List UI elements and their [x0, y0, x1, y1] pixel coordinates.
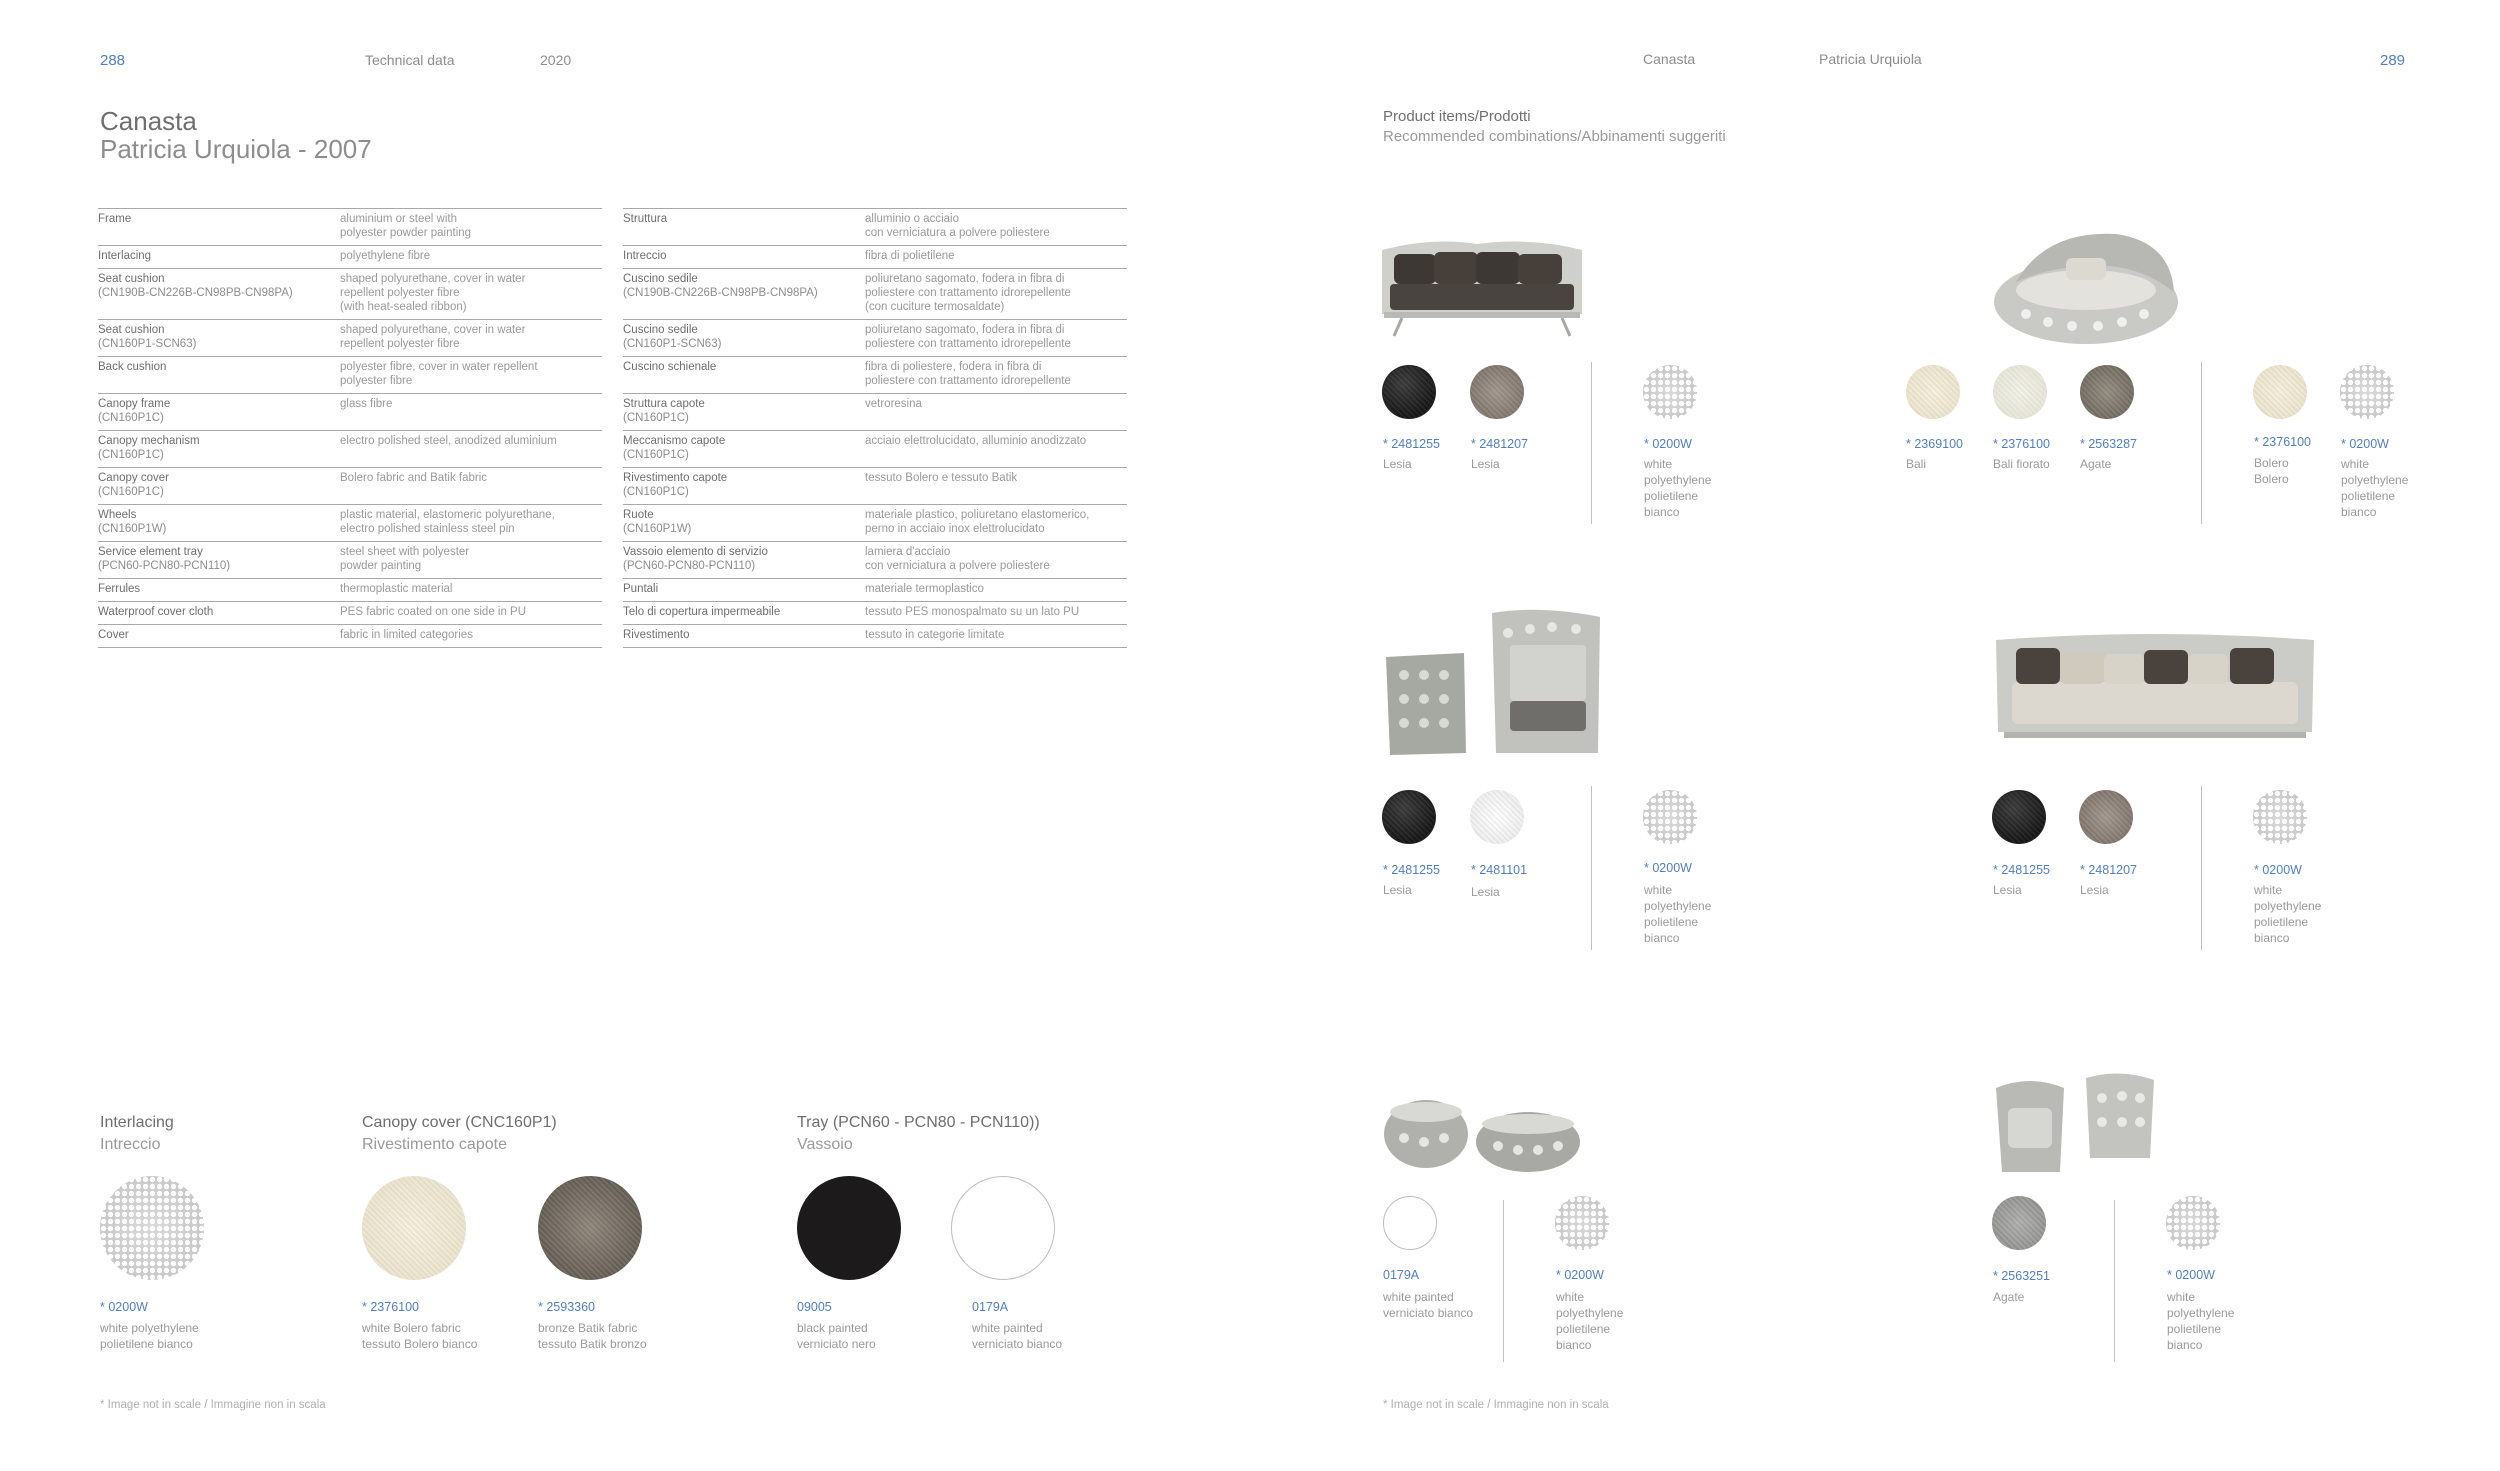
- spec-row: [623, 320, 1127, 357]
- divider: [2201, 786, 2202, 950]
- swatch-bali-fiorato: [1993, 365, 2047, 419]
- swatch-bolero-white: [362, 1176, 466, 1280]
- swatch-label: Bali fiorato: [1993, 457, 2050, 471]
- swatch-code: * 2481255: [1383, 863, 1441, 877]
- spec-row: [623, 269, 1127, 320]
- spec-value: alluminio o acciaio con verniciatura a polvere poliestere: [865, 209, 1127, 246]
- swatch-label: Agate: [1993, 1290, 2025, 1304]
- swatch-code: 0179A: [972, 1300, 1009, 1314]
- swatch-code: 0179A: [1383, 1268, 1420, 1282]
- designer-year: Patricia Urquiola - 2007: [100, 134, 372, 164]
- swatch-white-painted: [1383, 1196, 1437, 1250]
- swatch-code: * 2481207: [2080, 863, 2138, 877]
- product-image-poufs: [1378, 1090, 1588, 1180]
- divider: [1591, 362, 1592, 524]
- divider: [2114, 1200, 2115, 1362]
- spec-key: Rivestimento: [623, 625, 865, 648]
- swatch-white-polyethylene: [1643, 365, 1697, 419]
- spec-row: [623, 209, 1127, 246]
- spec-key: Canopy cover (CN160P1C): [98, 468, 340, 505]
- spec-value: shaped polyurethane, cover in water repellent polyester fibre (with heat-sealed ribbon): [340, 269, 602, 320]
- spec-key: Cuscino schienale: [623, 357, 865, 394]
- page-number-right: 289: [2380, 52, 2406, 69]
- interlacing-subheading: Intreccio: [100, 1136, 161, 1153]
- swatch-batik-bronze: [538, 1176, 642, 1280]
- swatch-label: white painted verniciato bianco: [972, 1321, 1063, 1351]
- swatch-lesia-black: [1382, 365, 1436, 419]
- swatch-lesia-white: [1470, 790, 1524, 844]
- tray-subheading: Vassoio: [797, 1136, 853, 1153]
- swatch-label: Lesia: [1471, 885, 1500, 899]
- spec-value: lamiera d'acciaio con verniciatura a polvere poliestere: [865, 542, 1127, 579]
- spec-row: [98, 394, 602, 431]
- spec-value: tessuto in categorie limitate: [865, 625, 1127, 648]
- swatch-white-polyethylene: [100, 1176, 204, 1280]
- header-year: 2020: [540, 52, 572, 68]
- footnote-right: * Image not in scale / Immagine non in scala: [1383, 1399, 1609, 1411]
- spec-value: steel sheet with polyester powder painting: [340, 542, 602, 579]
- swatch-label: white polyethylene polietilene bianco: [1644, 457, 1712, 519]
- spec-row: [98, 246, 602, 269]
- swatch-label: white polyethylene polietilene bianco: [2167, 1290, 2235, 1352]
- swatch-label: white polyethylene polietilene bianco: [1644, 883, 1712, 945]
- swatch-lesia-taupe: [2079, 790, 2133, 844]
- spec-row: [98, 431, 602, 468]
- spec-value: plastic material, elastomeric polyurethane, electro polished stainless steel pin: [340, 505, 602, 542]
- spec-row: [98, 579, 602, 602]
- product-image-small-armchairs: [1990, 1068, 2160, 1178]
- swatch-label: white polyethylene polietilene bianco: [2254, 883, 2322, 945]
- swatch-code: * 2369100: [1906, 437, 1964, 451]
- swatch-label: Lesia: [2080, 883, 2109, 897]
- spec-value: acciaio elettrolucidato, alluminio anodizzato: [865, 431, 1127, 468]
- spec-key: Cover: [98, 625, 340, 648]
- swatch-bolero: [2253, 365, 2307, 419]
- spec-value: fabric in limited categories: [340, 625, 602, 648]
- spec-key: Vassoio elemento di servizio (PCN60-PCN80-PCN110): [623, 542, 865, 579]
- swatch-label: white painted verniciato bianco: [1383, 1290, 1474, 1320]
- swatch-code: * 2593360: [538, 1300, 596, 1314]
- swatch-black-painted: [797, 1176, 901, 1280]
- spec-key: Interlacing: [98, 246, 340, 269]
- spec-row: [98, 468, 602, 505]
- recommended-combinations-subtitle: Recommended combinations/Abbinamenti suggeriti: [1383, 128, 1726, 145]
- spec-key: Intreccio: [623, 246, 865, 269]
- product-items-title: Product items/Prodotti: [1383, 108, 1531, 125]
- divider: [1503, 1200, 1504, 1362]
- swatch-agate-grey: [1992, 1196, 2046, 1250]
- spec-key: Cuscino sedile (CN160P1-SCN63): [623, 320, 865, 357]
- spec-row: [623, 625, 1127, 648]
- header-collection: Canasta: [1643, 51, 1696, 67]
- spec-row: [98, 542, 602, 579]
- tray-heading: Tray (PCN60 - PCN80 - PCN110)): [797, 1114, 1040, 1131]
- spec-value: electro polished steel, anodized aluminium: [340, 431, 602, 468]
- spec-value: PES fabric coated on one side in PU: [340, 602, 602, 625]
- swatch-lesia-taupe: [1470, 365, 1524, 419]
- spec-row: [623, 542, 1127, 579]
- swatch-label: white Bolero fabric tessuto Bolero bianco: [362, 1321, 478, 1351]
- swatch-code: * 2481255: [1993, 863, 2051, 877]
- spec-value: tessuto PES monospalmato su un lato PU: [865, 602, 1127, 625]
- swatch-white-polyethylene: [2340, 365, 2394, 419]
- spec-value: fibra di polietilene: [865, 246, 1127, 269]
- swatch-code: * 2563287: [2080, 437, 2138, 451]
- spec-table-en: [98, 208, 602, 648]
- header-designer: Patricia Urquiola: [1819, 51, 1922, 67]
- swatch-white-polyethylene: [2253, 790, 2307, 844]
- spec-value: tessuto Bolero e tessuto Batik: [865, 468, 1127, 505]
- swatch-agate: [2080, 365, 2134, 419]
- spec-row: [98, 209, 602, 246]
- spec-key: Ferrules: [98, 579, 340, 602]
- swatch-label: Lesia: [1383, 457, 1412, 471]
- swatch-label: Lesia: [1471, 457, 1500, 471]
- swatch-code: * 0200W: [2341, 437, 2389, 451]
- spec-key: Ruote (CN160P1W): [623, 505, 865, 542]
- interlacing-heading: Interlacing: [100, 1114, 174, 1131]
- swatch-code: * 2481207: [1471, 437, 1529, 451]
- product-image-daybed-round: [1986, 222, 2186, 352]
- canopy-heading: Canopy cover (CNC160P1): [362, 1114, 557, 1131]
- swatch-code: * 2481255: [1383, 437, 1441, 451]
- spec-value: poliuretano sagomato, fodera in fibra di poliestere con trattamento idrorepellente: [865, 320, 1127, 357]
- swatch-code: * 0200W: [1556, 1268, 1604, 1282]
- spec-value: materiale plastico, poliuretano elastomerico, perno in acciaio inox elettrolucidato: [865, 505, 1127, 542]
- swatch-white-polyethylene: [2166, 1196, 2220, 1250]
- swatch-label: Bolero Bolero: [2254, 456, 2289, 486]
- spec-key: Struttura: [623, 209, 865, 246]
- swatch-code: * 2376100: [2254, 435, 2312, 449]
- swatch-label: white polyethylene polietilene bianco: [1556, 1290, 1624, 1352]
- spec-value: poliuretano sagomato, fodera in fibra di poliestere con trattamento idrorepellente (con cuciture termosaldate): [865, 269, 1127, 320]
- spec-key: Canopy frame (CN160P1C): [98, 394, 340, 431]
- spec-value: polyester fibre, cover in water repellent polyester fibre: [340, 357, 602, 394]
- spec-row: [623, 394, 1127, 431]
- product-image-armchairs: [1380, 605, 1610, 760]
- spec-row: [623, 357, 1127, 394]
- spec-key: Canopy mechanism (CN160P1C): [98, 431, 340, 468]
- spec-key: Back cushion: [98, 357, 340, 394]
- spec-value: aluminium or steel with polyester powder painting: [340, 209, 602, 246]
- swatch-code: * 2563251: [1993, 1269, 2051, 1283]
- collection-title: Canasta: [100, 106, 197, 136]
- swatch-code: * 0200W: [2167, 1268, 2215, 1282]
- spec-value: polyethylene fibre: [340, 246, 602, 269]
- header-section: Technical data: [365, 52, 455, 68]
- swatch-code: * 0200W: [1644, 861, 1692, 875]
- divider: [2201, 362, 2202, 524]
- spec-row: [98, 269, 602, 320]
- spec-value: materiale termoplastico: [865, 579, 1127, 602]
- swatch-code: * 0200W: [100, 1300, 148, 1314]
- spec-value: fibra di poliestere, fodera in fibra di poliestere con trattamento idrorepellente: [865, 357, 1127, 394]
- spec-table-it: [623, 208, 1127, 648]
- swatch-lesia-black: [1992, 790, 2046, 844]
- page-number-left: 288: [100, 52, 126, 69]
- spec-key: Puntali: [623, 579, 865, 602]
- product-image-sofa-dark: [1372, 232, 1590, 344]
- swatch-code: * 0200W: [1644, 437, 1692, 451]
- swatch-label: Bali: [1906, 457, 1927, 471]
- spec-row: [98, 625, 602, 648]
- spec-key: Cuscino sedile (CN190B-CN226B-CN98PB-CN98PA): [623, 269, 865, 320]
- spec-row: [98, 602, 602, 625]
- swatch-label: Agate: [2080, 457, 2112, 471]
- swatch-label: white polyethylene polietilene bianco: [100, 1321, 199, 1351]
- footnote-left: * Image not in scale / Immagine non in scala: [100, 1399, 326, 1411]
- spec-value: Bolero fabric and Batik fabric: [340, 468, 602, 505]
- spec-row: [623, 505, 1127, 542]
- spec-value: glass fibre: [340, 394, 602, 431]
- swatch-code: 09005: [797, 1300, 832, 1314]
- swatch-label: white polyethylene polietilene bianco: [2341, 457, 2409, 519]
- spec-key: Service element tray (PCN60-PCN80-PCN110): [98, 542, 340, 579]
- swatch-label: Lesia: [1993, 883, 2022, 897]
- spec-key: Meccanismo capote (CN160P1C): [623, 431, 865, 468]
- product-image-sofa-long: [1990, 620, 2320, 760]
- swatch-lesia-black: [1382, 790, 1436, 844]
- swatch-code: * 2376100: [1993, 437, 2051, 451]
- spec-key: Rivestimento capote (CN160P1C): [623, 468, 865, 505]
- spec-key: Waterproof cover cloth: [98, 602, 340, 625]
- divider: [1591, 786, 1592, 950]
- spec-value: shaped polyurethane, cover in water repellent polyester fibre: [340, 320, 602, 357]
- swatch-bali: [1906, 365, 1960, 419]
- swatch-white-polyethylene: [1555, 1196, 1609, 1250]
- canopy-subheading: Rivestimento capote: [362, 1136, 507, 1153]
- spec-key: Seat cushion (CN190B-CN226B-CN98PB-CN98PA): [98, 269, 340, 320]
- spec-value: thermoplastic material: [340, 579, 602, 602]
- swatch-white-painted: [951, 1176, 1055, 1280]
- swatch-code: * 0200W: [2254, 863, 2302, 877]
- swatch-code: * 2481101: [1471, 863, 1528, 877]
- spec-row: [98, 505, 602, 542]
- spec-row: [623, 431, 1127, 468]
- spec-row: [98, 357, 602, 394]
- swatch-label: black painted verniciato nero: [797, 1321, 876, 1351]
- spec-key: Struttura capote (CN160P1C): [623, 394, 865, 431]
- swatch-label: Lesia: [1383, 883, 1412, 897]
- swatch-label: bronze Batik fabric tessuto Batik bronzo: [538, 1321, 647, 1351]
- spec-key: Frame: [98, 209, 340, 246]
- spec-row: [623, 579, 1127, 602]
- spec-key: Telo di copertura impermeabile: [623, 602, 865, 625]
- swatch-code: * 2376100: [362, 1300, 420, 1314]
- spec-row: [623, 602, 1127, 625]
- swatch-white-polyethylene: [1643, 790, 1697, 844]
- spec-row: [623, 468, 1127, 505]
- spec-key: Seat cushion (CN160P1-SCN63): [98, 320, 340, 357]
- spec-row: [623, 246, 1127, 269]
- spec-row: [98, 320, 602, 357]
- spec-key: Wheels (CN160P1W): [98, 505, 340, 542]
- spec-value: vetroresina: [865, 394, 1127, 431]
